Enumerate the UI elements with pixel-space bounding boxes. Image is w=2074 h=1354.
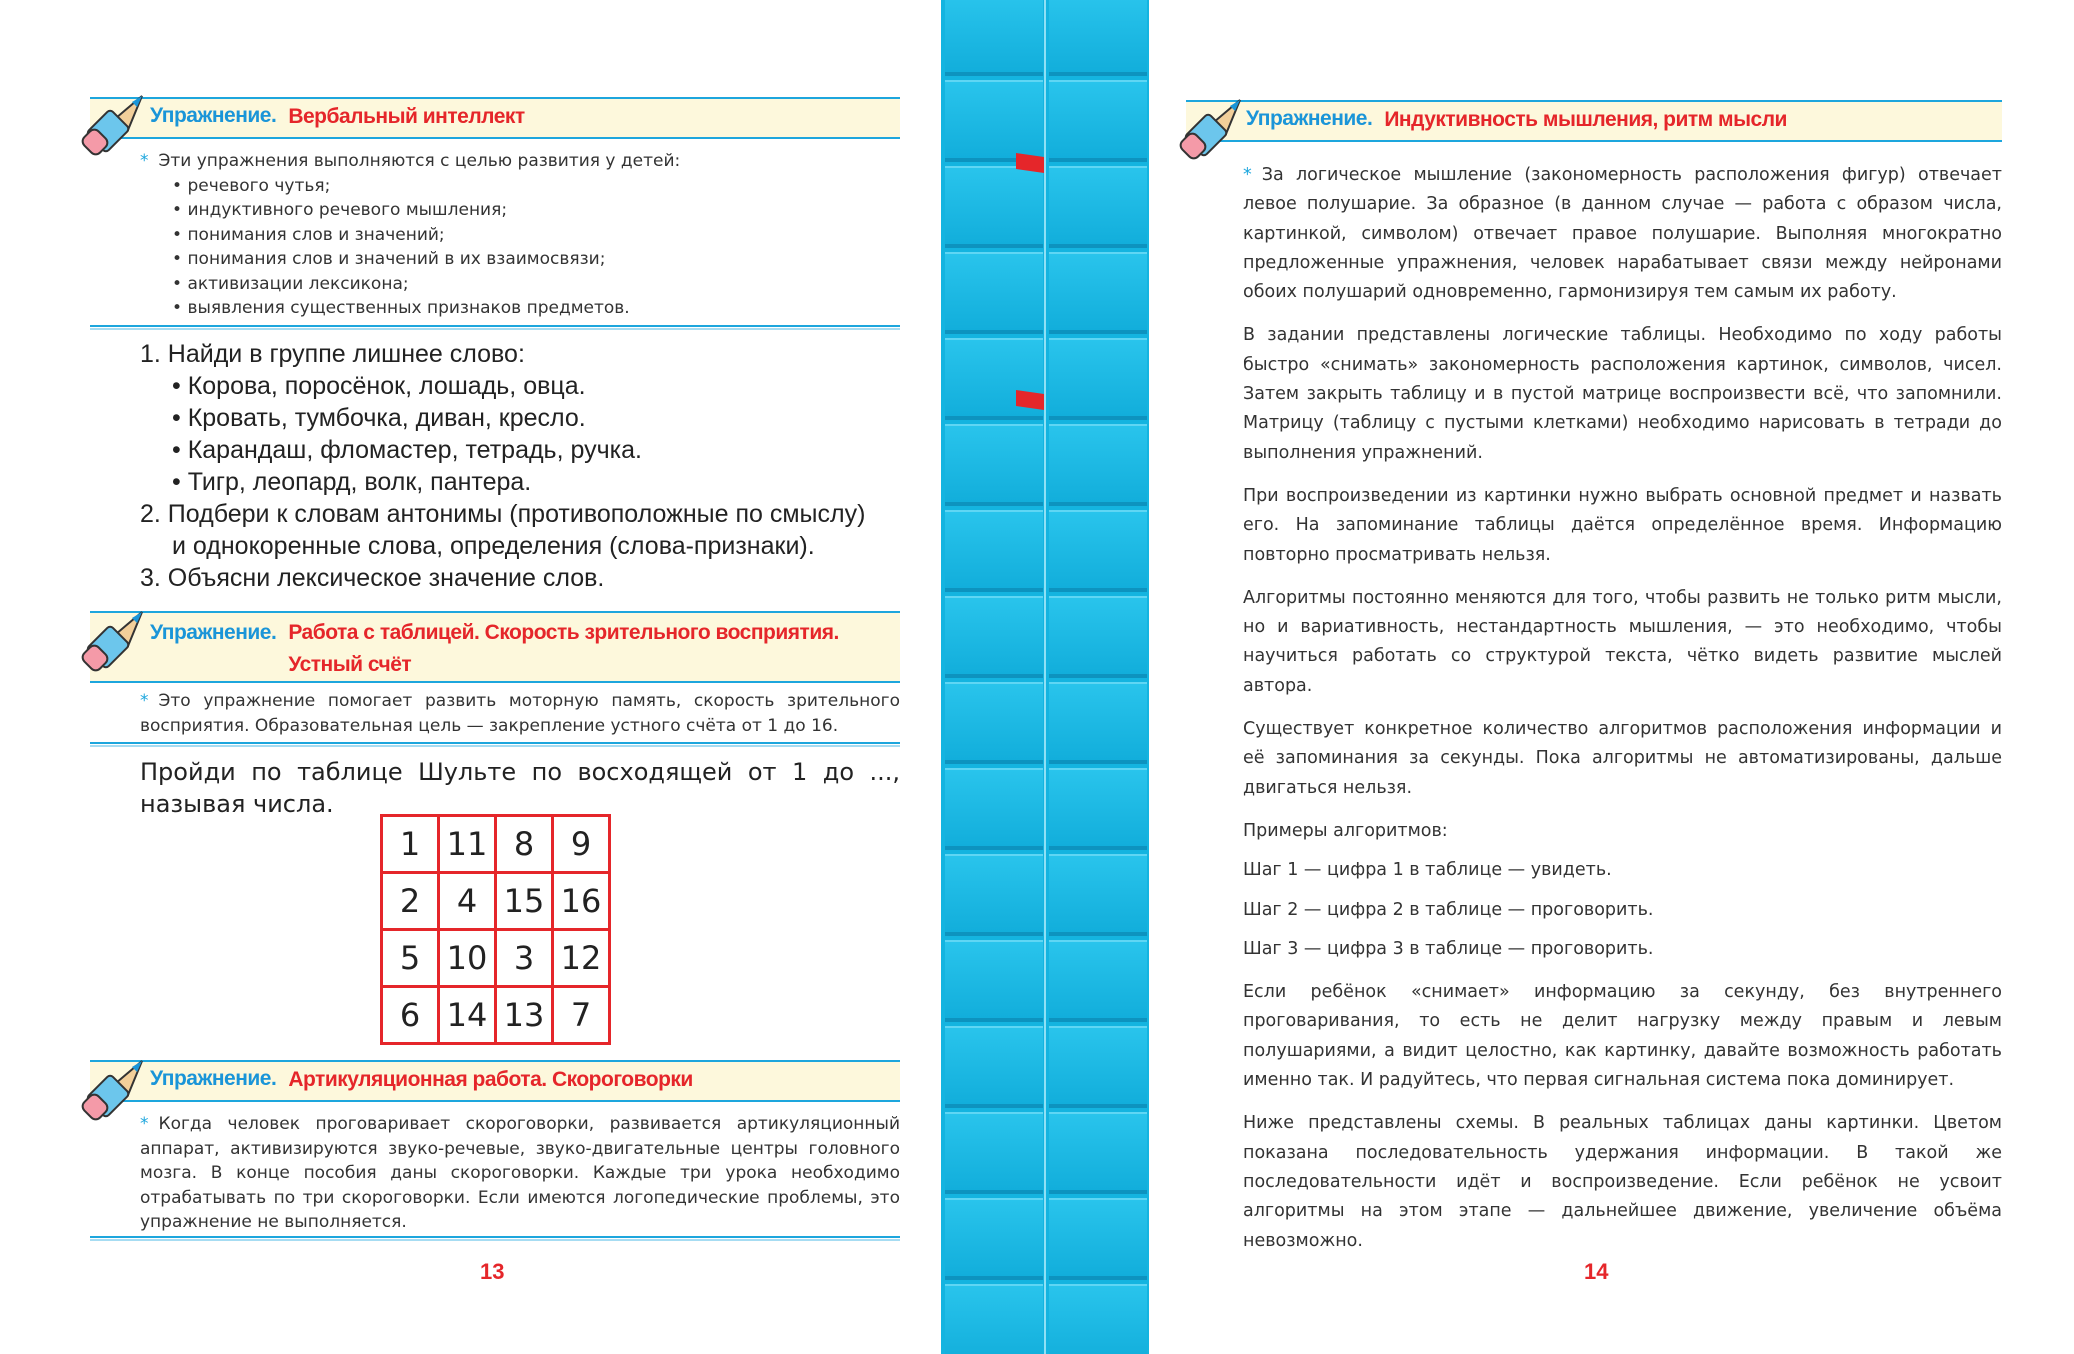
section-header-articulation [90, 1060, 900, 1102]
asterisk-icon: * [1243, 165, 1252, 185]
spine-tile [1049, 424, 1147, 506]
spine-tile [945, 166, 1043, 248]
asterisk-icon: * [140, 691, 149, 711]
table-cell: 1 [382, 816, 439, 873]
spine-tile [945, 424, 1043, 506]
spine-tile [945, 510, 1043, 592]
section-label: Упражнение. [150, 1067, 277, 1090]
spine-tile [945, 1026, 1043, 1108]
page-number: 14 [1584, 1259, 1609, 1284]
table-cell: 3 [496, 930, 553, 987]
table-cell: 14 [439, 987, 496, 1044]
list-item: • понимания слов и значений в их взаимосвязи; [172, 249, 606, 269]
section-header-induction [1186, 100, 2002, 142]
spine-tile [1049, 1198, 1147, 1280]
paragraph: При воспроизведении из картинки нужно выбрать основной предмет и назвать его. На запоминание таблицы даётся определённое время. Информацию повторно просматривать нельзя. [1243, 485, 2002, 565]
paragraph: В задании представлены логические таблицы. Необходимо по ходу работы быстро «снимать» закономерность расположения картинок, символов, чисел. Затем закрыть таблицу и в пустой матрице воспроизвести всё, что запомнили. Матрицу (таблицу с пустыми клетками) необходимо нарисовать в тетради до выполнения упражнений. [1243, 325, 2002, 463]
spine-tile [945, 1198, 1043, 1280]
table-cell: 7 [553, 987, 610, 1044]
spine-tile [1049, 596, 1147, 678]
task-2-cont: и однокоренные слова, определения (слова-признаки). [172, 532, 815, 560]
section-header-verbal [90, 97, 900, 139]
paragraph: * За логическое мышление (закономерность расположения фигур) отвечает левое полушарие. За образное (в данном случае — работа с образом числа, картинкой, символом) отвечает правое полушарие. Выполняя многократно предложенные упражнения, человек нарабатывает связи между нейронами обоих полушарий одновременно, гармонизируя тем самым их работу. [1243, 165, 2002, 303]
spine-tile [1049, 768, 1147, 850]
task-3: 3. Объясни лексическое значение слов. [140, 564, 605, 592]
spine-tile [945, 682, 1043, 764]
spine-tile [1049, 252, 1147, 334]
section-header-table [90, 611, 900, 683]
table-cell: 2 [382, 873, 439, 930]
schulte-task: Пройди по таблице Шульте по восходящей от 1 до ..., называя числа. [140, 758, 900, 818]
section1-note [140, 149, 900, 321]
table-cell: 16 [553, 873, 610, 930]
step: Шаг 3 — цифра 3 в таблице — проговорить. [1243, 938, 1654, 959]
spine-tile [945, 596, 1043, 678]
paragraph: Примеры алгоритмов: [1243, 820, 1448, 841]
spine-tile [945, 854, 1043, 936]
table-cell: 6 [382, 987, 439, 1044]
spine-tile [1049, 510, 1147, 592]
list-item: • выявления существенных признаков предметов. [172, 298, 630, 318]
spine-tile [945, 768, 1043, 850]
table-cell: 9 [553, 816, 610, 873]
section-title-line2: Устный счёт [288, 653, 412, 676]
divider [90, 1236, 900, 1241]
intro-text: Эти упражнения выполняются с целью развития у детей: [158, 151, 681, 171]
list-item: • Тигр, леопард, волк, пантера. [172, 468, 532, 496]
spine-tile [1049, 0, 1147, 76]
spine-tile [1049, 1284, 1147, 1354]
spine-tile [1049, 166, 1147, 248]
tasks-list [140, 338, 900, 594]
paragraph: Алгоритмы постоянно меняются для того, чтобы развить не только ритм мысли, но и вариативность, нестандартность мышления, — это необходимо, чтобы научиться работать со структурой текста, чётко видеть развитие мыслей автора. [1243, 587, 2002, 696]
task-2: 2. Подбери к словам антонимы (противоположные по смыслу) [140, 500, 866, 528]
section-title: Индуктивность мышления, ритм мысли [1384, 108, 1787, 131]
list-item: • Карандаш, фломастер, тетрадь, ручка. [172, 436, 642, 464]
section-label: Упражнение. [150, 104, 277, 127]
section3-note: * Когда человек проговаривает скороговорки, развивается артикуляционный аппарат, активизируются звуко-речевые, звуко-двигательные центры головного мозга. В конце пособия даны скороговорки. Каждые три урока необходимо отрабатывать по три скороговорки. Если имеются логопедические проблемы, это упражнение не выполняется. [140, 1114, 900, 1232]
paragraph: Существует конкретное количество алгоритмов расположения информации и её запоминания за секунды. Пока алгоритмы не автоматизированы, дальше двигаться нельзя. [1243, 719, 2002, 798]
table-cell: 8 [496, 816, 553, 873]
paragraph: Ниже представлены схемы. В реальных таблицах даны картинки. Цветом показана последовательность удержания информации. В такой же последовательности идёт и воспроизведение. Если ребёнок не усвоит алгоритмы на этом этапе — дальнейшее движение, увеличение объёма невозможно. [1243, 1113, 2002, 1251]
paragraph: Если ребёнок «снимает» информацию за секунду, без внутреннего проговаривания, то есть не делит нагрузку между правым и левым полушариями, а видит целостно, как картинку, давайте возможность работать именно так. И радуйтесь, что первая сигнальная система пока доминирует. [1243, 982, 2002, 1091]
spine-tile [1049, 80, 1147, 162]
spine-tile [1049, 1026, 1147, 1108]
spine-tile [945, 940, 1043, 1022]
asterisk-icon: * [140, 1114, 149, 1134]
section-title: Артикуляционная работа. Скороговорки [288, 1068, 693, 1091]
book-spine [941, 0, 1149, 1354]
table-cell: 10 [439, 930, 496, 987]
spine-fold [1044, 0, 1046, 1354]
section-title: Работа с таблицей. Скорость зрительного восприятия. [288, 621, 839, 644]
list-item: • понимания слов и значений; [172, 224, 445, 245]
spine-tile [945, 1284, 1043, 1354]
spine-tile [945, 1112, 1043, 1194]
list-item: • Корова, поросёнок, лошадь, овца. [172, 372, 586, 400]
pencil-icon [1178, 96, 1248, 166]
table-cell: 15 [496, 873, 553, 930]
spine-tile [1049, 338, 1147, 420]
asterisk-icon: * [140, 151, 149, 171]
section-label: Упражнение. [150, 621, 277, 644]
spine-tile [945, 0, 1043, 76]
list-item: • активизации лексикона; [172, 273, 409, 294]
section2-note: * Это упражнение помогает развить моторную память, скорость зрительного восприятия. Образовательная цель — закрепление устного счёта от 1 до 16. [140, 691, 900, 736]
spine-tile [1049, 1112, 1147, 1194]
spine-tile [1049, 682, 1147, 764]
table-cell: 5 [382, 930, 439, 987]
table-cell: 13 [496, 987, 553, 1044]
divider [90, 742, 900, 747]
table-cell: 11 [439, 816, 496, 873]
step: Шаг 1 — цифра 1 в таблице — увидеть. [1243, 860, 1612, 881]
right-text [1243, 161, 2002, 1270]
list-item: • речевого чутья; [172, 175, 331, 196]
task-1: 1. Найди в группе лишнее слово: [140, 340, 525, 368]
page-number: 13 [480, 1259, 505, 1284]
spine-tile [945, 252, 1043, 334]
table-cell: 12 [553, 930, 610, 987]
list-item: • Кровать, тумбочка, диван, кресло. [172, 404, 586, 432]
divider [90, 325, 900, 330]
schulte-table [380, 814, 611, 1045]
step: Шаг 2 — цифра 2 в таблице — проговорить. [1243, 899, 1654, 920]
table-cell: 4 [439, 873, 496, 930]
spine-tile [1049, 940, 1147, 1022]
spine-tile [945, 80, 1043, 162]
list-item: • индуктивного речевого мышления; [172, 200, 508, 220]
spine-tile [1049, 854, 1147, 936]
section-label: Упражнение. [1246, 107, 1373, 130]
pencil-icon [80, 608, 150, 678]
section-title: Вербальный интеллект [288, 105, 525, 128]
